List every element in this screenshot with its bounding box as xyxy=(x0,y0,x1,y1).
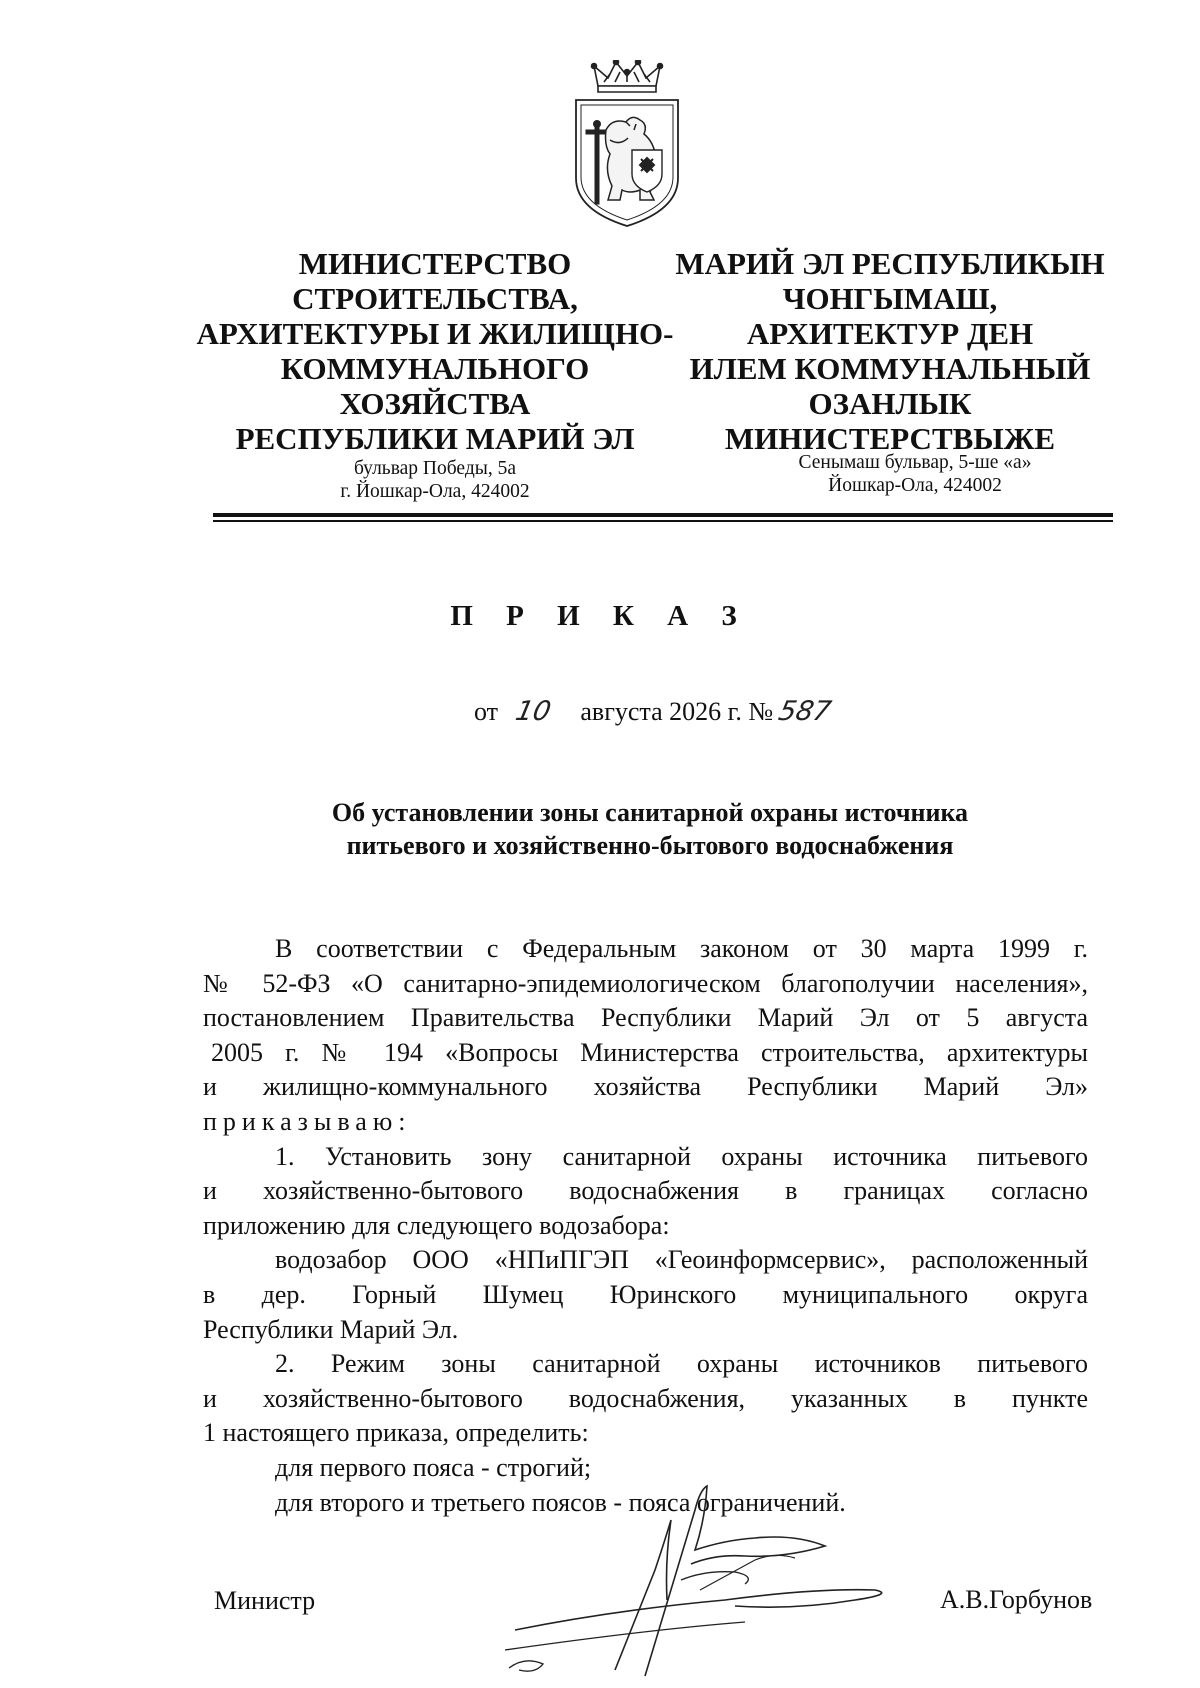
signatory-name: А.В.Горбунов xyxy=(940,1585,1093,1614)
body-line: для второго и третьего поясов - пояса ограничений. xyxy=(275,1487,846,1517)
body-line: 2. Режим зоны санитарной охраны источников питьевого xyxy=(275,1349,1088,1379)
body-line: в дер. Горный Шумец Юринского муниципального округа xyxy=(203,1279,1088,1309)
body-line: В соответствии с Федеральным законом от 30 марта 1999 г. xyxy=(275,934,1088,963)
date-rest: августа 2026 г. № xyxy=(580,697,774,726)
body-line: для первого пояса - строгий; xyxy=(275,1452,592,1482)
ornament-shield-icon xyxy=(632,150,662,192)
address-line: Сенымаш бульвар, 5-ше «а» xyxy=(798,452,1032,473)
body-line: 1 настоящего приказа, определить: xyxy=(203,1418,589,1448)
document-type-title: П Р И К А З xyxy=(450,600,750,632)
crown-icon xyxy=(592,60,663,92)
body-line: № 52-ФЗ «О санитарно-эпидемиологическом благополучии населения», xyxy=(203,968,1088,998)
address-mari xyxy=(755,451,1075,497)
body-line: и хозяйственно-бытового водоснабжения в границах согласно xyxy=(203,1176,1088,1206)
ministry-name-mari xyxy=(655,246,1125,456)
signatory-title: Министр xyxy=(214,1586,316,1615)
header-divider-thin xyxy=(213,520,1113,522)
address-line: Йошкар-Ола, 424002 xyxy=(828,475,1002,496)
header-left-line: ХОЗЯЙСТВА xyxy=(339,386,531,421)
body-line: 1. Установить зону санитарной охраны источника питьевого xyxy=(275,1141,1088,1171)
address-line: г. Йошкар-Ола, 424002 xyxy=(340,481,530,502)
header-left-line: АРХИТЕКТУРЫ И ЖИЛИЩНО- xyxy=(196,316,674,351)
subject-line: Об установлении зоны санитарной охраны источника xyxy=(331,798,969,827)
date-line xyxy=(474,696,835,727)
header-left-line: КОММУНАЛЬНОГО xyxy=(280,351,590,386)
document-subject xyxy=(200,796,1100,862)
body-line-order-verb: приказываю: xyxy=(203,1106,412,1136)
header-left-line: МИНИСТЕРСТВО xyxy=(298,246,572,281)
date-prefix: от xyxy=(474,697,499,726)
header-right-line: ЧОНГЫМАШ, xyxy=(782,281,998,316)
coat-of-arms-emblem xyxy=(570,60,685,230)
body-line: и жилищно-коммунального хозяйства Республики Марий Эл» xyxy=(203,1072,1088,1102)
body-line: водозабор ООО «НПиПГЭП «Геоинформсервис», расположенный xyxy=(275,1245,1088,1275)
address-russian xyxy=(280,457,590,503)
header-left-line: СТРОИТЕЛЬСТВА, xyxy=(292,281,578,316)
header-right-line: АРХИТЕКТУР ДЕН xyxy=(746,316,1034,351)
handwritten-signature xyxy=(495,1480,915,1680)
body-line: и хозяйственно-бытового водоснабжения, указанных в пункте xyxy=(203,1383,1088,1413)
body-line: 2005 г. № 194 «Вопросы Министерства строительства, архитектуры xyxy=(211,1037,1088,1067)
subject-line: питьевого и хозяйственно-бытового водоснабжения xyxy=(346,831,954,860)
address-line: бульвар Победы, 5а xyxy=(354,458,516,479)
body-line: Республики Марий Эл. xyxy=(203,1314,459,1344)
handwritten-number: 587 xyxy=(775,696,835,727)
header-right-line: ОЗАНЛЫК xyxy=(808,386,972,421)
header-left-line: РЕСПУБЛИКИ МАРИЙ ЭЛ xyxy=(235,421,635,456)
document-body xyxy=(203,932,1088,1520)
ministry-name-russian xyxy=(190,246,680,456)
body-line: постановлением Правительства Республики Марий Эл от 5 августа xyxy=(203,1003,1088,1033)
header-right-line: ИЛЕМ КОММУНАЛЬНЫЙ xyxy=(689,351,1091,386)
header-divider-thick xyxy=(213,513,1113,517)
body-line: приложению для следующего водозабора: xyxy=(203,1210,670,1240)
handwritten-day: 10 xyxy=(512,696,554,727)
header-right-line: МИНИСТЕРСТВЫЖЕ xyxy=(724,421,1056,456)
header-right-line: МАРИЙ ЭЛ РЕСПУБЛИКЫН xyxy=(675,246,1105,281)
